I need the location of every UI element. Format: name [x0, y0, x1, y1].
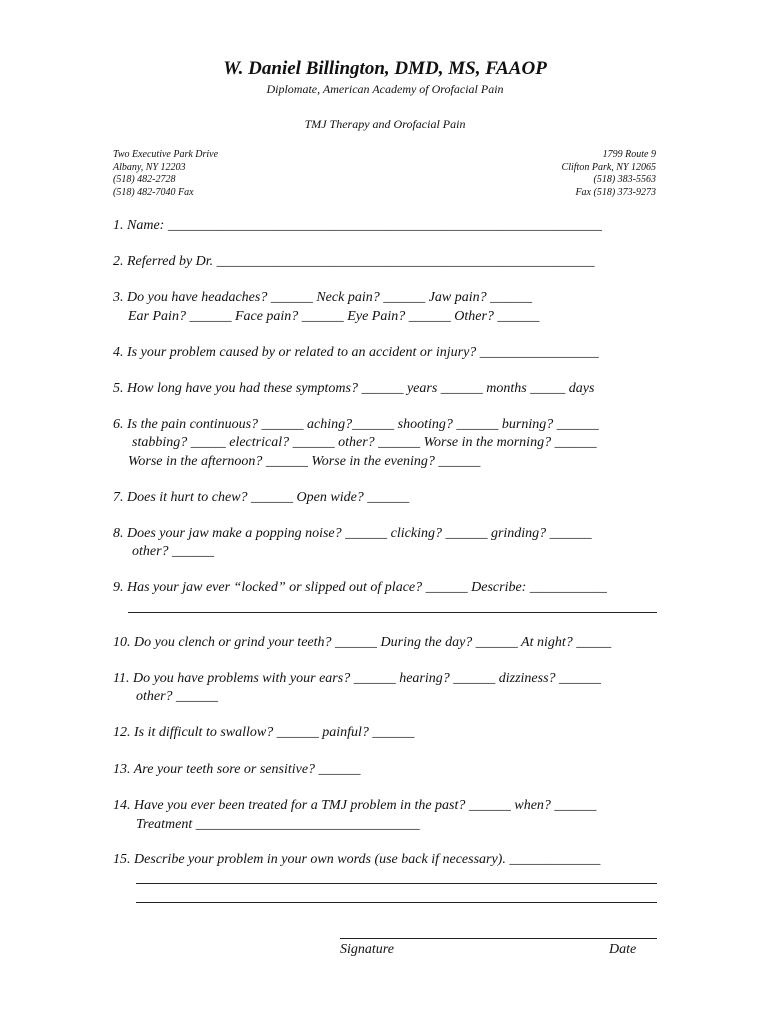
- question-ears-other[interactable]: other? ______: [136, 689, 219, 704]
- diplomate-line: Diplomate, American Academy of Orofacial Pain: [266, 82, 504, 96]
- question-swallow[interactable]: 12. Is it difficult to swallow? ______ painful? ______: [113, 725, 415, 740]
- address-right-line: Fax (518) 373-9273: [575, 186, 656, 198]
- address-left: [113, 149, 218, 199]
- question-referred-by[interactable]: 2. Referred by Dr. ______________________________________________________: [113, 254, 595, 269]
- question-jaw-locked[interactable]: 9. Has your jaw ever “locked” or slipped out of place? ______ Describe: ___________: [113, 580, 607, 595]
- describe-line-1[interactable]: [136, 883, 657, 884]
- question-headaches-cont[interactable]: Ear Pain? ______ Face pain? ______ Eye Pain? ______ Other? ______: [128, 309, 540, 324]
- question-chew[interactable]: 7. Does it hurt to chew? ______ Open wide? ______: [113, 490, 410, 505]
- question-treated[interactable]: 14. Have you ever been treated for a TMJ problem in the past? ______ when? ______: [113, 798, 597, 813]
- address-right: [562, 149, 656, 199]
- question-accident[interactable]: 4. Is your problem caused by or related to an accident or injury? _________________: [113, 345, 599, 360]
- question-pain-time[interactable]: Worse in the afternoon? ______ Worse in the evening? ______: [128, 454, 481, 469]
- question-describe[interactable]: 15. Describe your problem in your own words (use back if necessary). _____________: [113, 852, 601, 867]
- question-headaches[interactable]: 3. Do you have headaches? ______ Neck pain? ______ Jaw pain? ______: [113, 290, 533, 305]
- question-clench-grind[interactable]: 10. Do you clench or grind your teeth? ______ During the day? ______ At night? _____: [113, 635, 612, 650]
- question-ears[interactable]: 11. Do you have problems with your ears? ______ hearing? ______ dizziness? ______: [113, 671, 602, 686]
- question-duration[interactable]: 5. How long have you had these symptoms? ______ years ______ months _____ days: [113, 381, 595, 396]
- question-treatment[interactable]: Treatment ________________________________: [136, 817, 420, 832]
- describe-line-2[interactable]: [136, 902, 657, 903]
- question-jaw-noise[interactable]: 8. Does your jaw make a popping noise? ______ clicking? ______ grinding? ______: [113, 526, 592, 541]
- address-left-line: (518) 482-7040 Fax: [113, 186, 194, 198]
- question-name[interactable]: 1. Name: ______________________________________________________________: [113, 218, 602, 233]
- address-right-line: 1799 Route 9: [602, 149, 656, 160]
- signature-label: Signature: [340, 942, 394, 957]
- question-pain-type-cont[interactable]: stabbing? _____ electrical? ______ other? ______ Worse in the morning? ______: [132, 435, 597, 450]
- question-jaw-noise-other[interactable]: other? ______: [132, 544, 215, 559]
- doctor-name: W. Daniel Billington, DMD, MS, FAAOP: [223, 58, 547, 79]
- address-right-line: (518) 383-5563: [593, 174, 656, 185]
- question-teeth-sore[interactable]: 13. Are your teeth sore or sensitive? ______: [113, 762, 361, 777]
- question-pain-type[interactable]: 6. Is the pain continuous? ______ aching?______ shooting? ______ burning? ______: [113, 417, 599, 432]
- signature-line[interactable]: [340, 938, 657, 939]
- address-right-line: Clifton Park, NY 12065: [561, 161, 656, 173]
- practice-line: TMJ Therapy and Orofacial Pain: [304, 117, 466, 131]
- date-label: Date: [609, 942, 637, 957]
- address-left-line: (518) 482-2728: [113, 174, 176, 185]
- address-left-line: Albany, NY 12203: [113, 161, 186, 173]
- describe-answer-line[interactable]: [128, 612, 657, 613]
- address-left-line: Two Executive Park Drive: [113, 149, 219, 160]
